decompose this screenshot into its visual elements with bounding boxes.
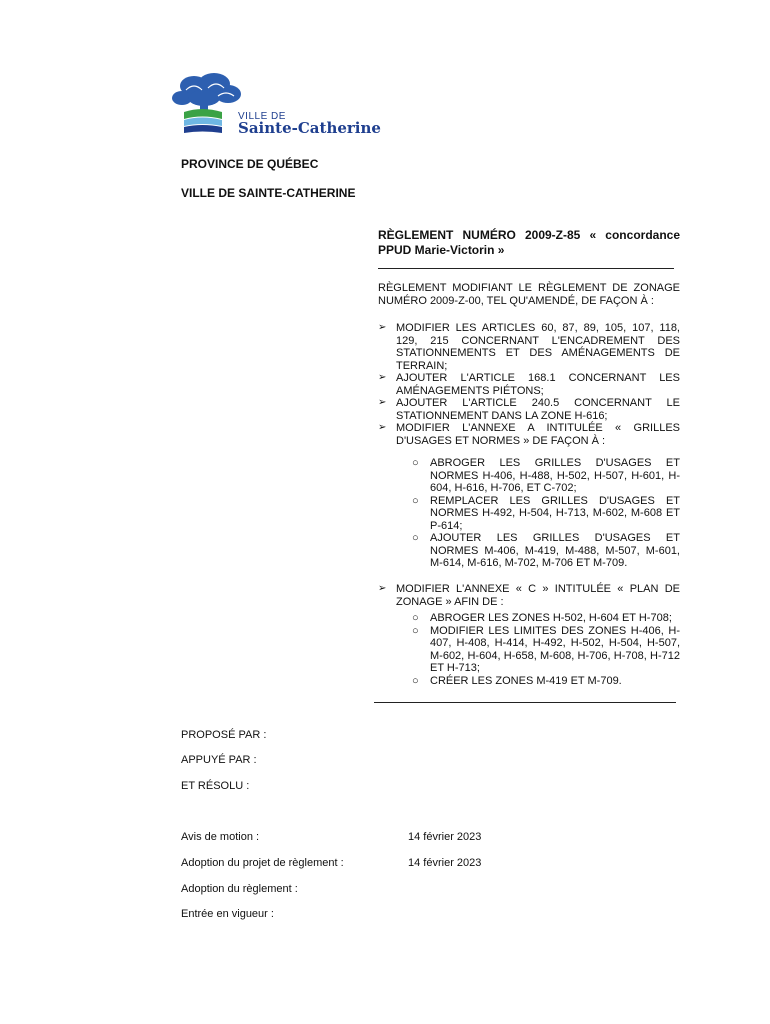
sub-list-item: ○ MODIFIER LES LIMITES DES ZONES H-406, H-407, H-408, H-414, H-492, H-502, H-504, H-507, M-602, H-604, H-658, M-608, H-706, H-708, H-712 ET H-713; <box>412 624 680 674</box>
adoption-label: Adoption du règlement : <box>181 883 298 895</box>
city-heading: VILLE DE SAINTE-CATHERINE <box>181 186 356 200</box>
list-item: ➢ AJOUTER L'ARTICLE 168.1 CONCERNANT LES AMÉNAGEMENTS PIÉTONS; <box>378 372 680 397</box>
appuye-label: APPUYÉ PAR : <box>181 754 257 766</box>
arrow-bullet-icon: ➢ <box>378 372 387 383</box>
tree-logo-icon <box>172 72 242 138</box>
circle-bullet-icon: ○ <box>412 532 419 544</box>
list-item: ➢ AJOUTER L'ARTICLE 240.5 CONCERNANT LE STATIONNEMENT DANS LA ZONE H-616; <box>378 397 680 422</box>
adoption-projet-date: 14 février 2023 <box>408 857 482 869</box>
arrow-bullet-icon: ➢ <box>378 583 387 594</box>
sub-list-item: ○ AJOUTER LES GRILLES D'USAGES ET NORMES M-406, M-419, M-488, M-507, M-601, M-614, M-616, M-702, M-706 ET M-709. <box>412 532 680 569</box>
list-item: ➢ MODIFIER LES ARTICLES 60, 87, 89, 105, 107, 118, 129, 215 CONCERNANT L'ENCADREMENT DES STATIONNEMENTS ET DES AMÉNAGEMENTS DE TERRAIN; <box>378 322 680 372</box>
circle-bullet-icon: ○ <box>412 612 419 624</box>
divider <box>374 702 676 703</box>
province-heading: PROVINCE DE QUÉBEC <box>181 157 319 171</box>
bullet-list <box>378 322 680 570</box>
sub-list-item: ○ ABROGER LES ZONES H-502, H-604 ET H-708; <box>412 612 672 624</box>
avis-motion-label: Avis de motion : <box>181 831 260 843</box>
reglement-description: RÈGLEMENT MODIFIANT LE RÈGLEMENT DE ZONAGE NUMÉRO 2009-Z-00, TEL QU'AMENDÉ, DE FAÇON À : <box>378 282 680 307</box>
entree-vigueur-label: Entrée en vigueur : <box>181 908 274 920</box>
list-item: ➢ MODIFIER L'ANNEXE « C » INTITULÉE « PLAN DE ZONAGE » AFIN DE : ○ ABROGER LES ZONES H-502, H-604 ET H-708; ○ MODIFIER LES LIMITES DES ZONES H-406, H-407, H-408, H-414, H-492, H-502, H-504, H-507, M-602, H-604, H-658, M-608, H-706, H-708, H-712 ET H-713; ○ CRÉER LES ZONES M-419 ET M-709. <box>378 583 680 687</box>
city-logo <box>172 72 384 138</box>
bullet-list-annex-c <box>378 583 680 687</box>
propose-label: PROPOSÉ PAR : <box>181 729 267 741</box>
sub-list-item: ○ ABROGER LES GRILLES D'USAGES ET NORMES H-406, H-488, H-502, H-507, H-601, H-604, H-616, H-706, ET C-702; <box>412 457 680 494</box>
logo-ville-de: VILLE DE <box>238 111 286 122</box>
reglement-title: RÈGLEMENT NUMÉRO 2009-Z-85 « concordance PPUD Marie-Victorin » <box>378 228 680 257</box>
circle-bullet-icon: ○ <box>412 457 419 469</box>
sub-list-item: ○ CRÉER LES ZONES M-419 ET M-709. <box>412 674 622 687</box>
divider <box>378 268 674 269</box>
circle-bullet-icon: ○ <box>412 624 419 637</box>
sub-list-item: ○ REMPLACER LES GRILLES D'USAGES ET NORMES H-492, H-504, H-713, M-602, M-608 ET P-614; <box>412 494 680 532</box>
avis-motion-date: 14 février 2023 <box>408 831 482 843</box>
circle-bullet-icon: ○ <box>412 674 419 687</box>
circle-bullet-icon: ○ <box>412 494 419 507</box>
adoption-projet-label: Adoption du projet de règlement : <box>181 857 344 869</box>
arrow-bullet-icon: ➢ <box>378 397 387 408</box>
arrow-bullet-icon: ➢ <box>378 322 387 333</box>
arrow-bullet-icon: ➢ <box>378 422 387 433</box>
list-item: ➢ MODIFIER L'ANNEXE A INTITULÉE « GRILLES D'USAGES ET NORMES » DE FAÇON À : ○ ABROGER LES GRILLES D'USAGES ET NORMES H-406, H-488, H-502, H-507, H-601, H-604, H-616, H-706, ET C-702; ○ REMPLACER LES GRILLES D'USAGES ET NORMES H-492, H-504, H-713, M-602, M-608 ET P-614; ○ AJOUTER LES GRILLES D'USAGES ET NORMES M-406, M-419, M-488, M-507, M-601, M-614, M-616, M-702, M-706 ET M-709. <box>378 422 680 569</box>
logo-city-name: Sainte-Catherine <box>238 119 381 137</box>
resolu-label: ET RÉSOLU : <box>181 780 250 792</box>
